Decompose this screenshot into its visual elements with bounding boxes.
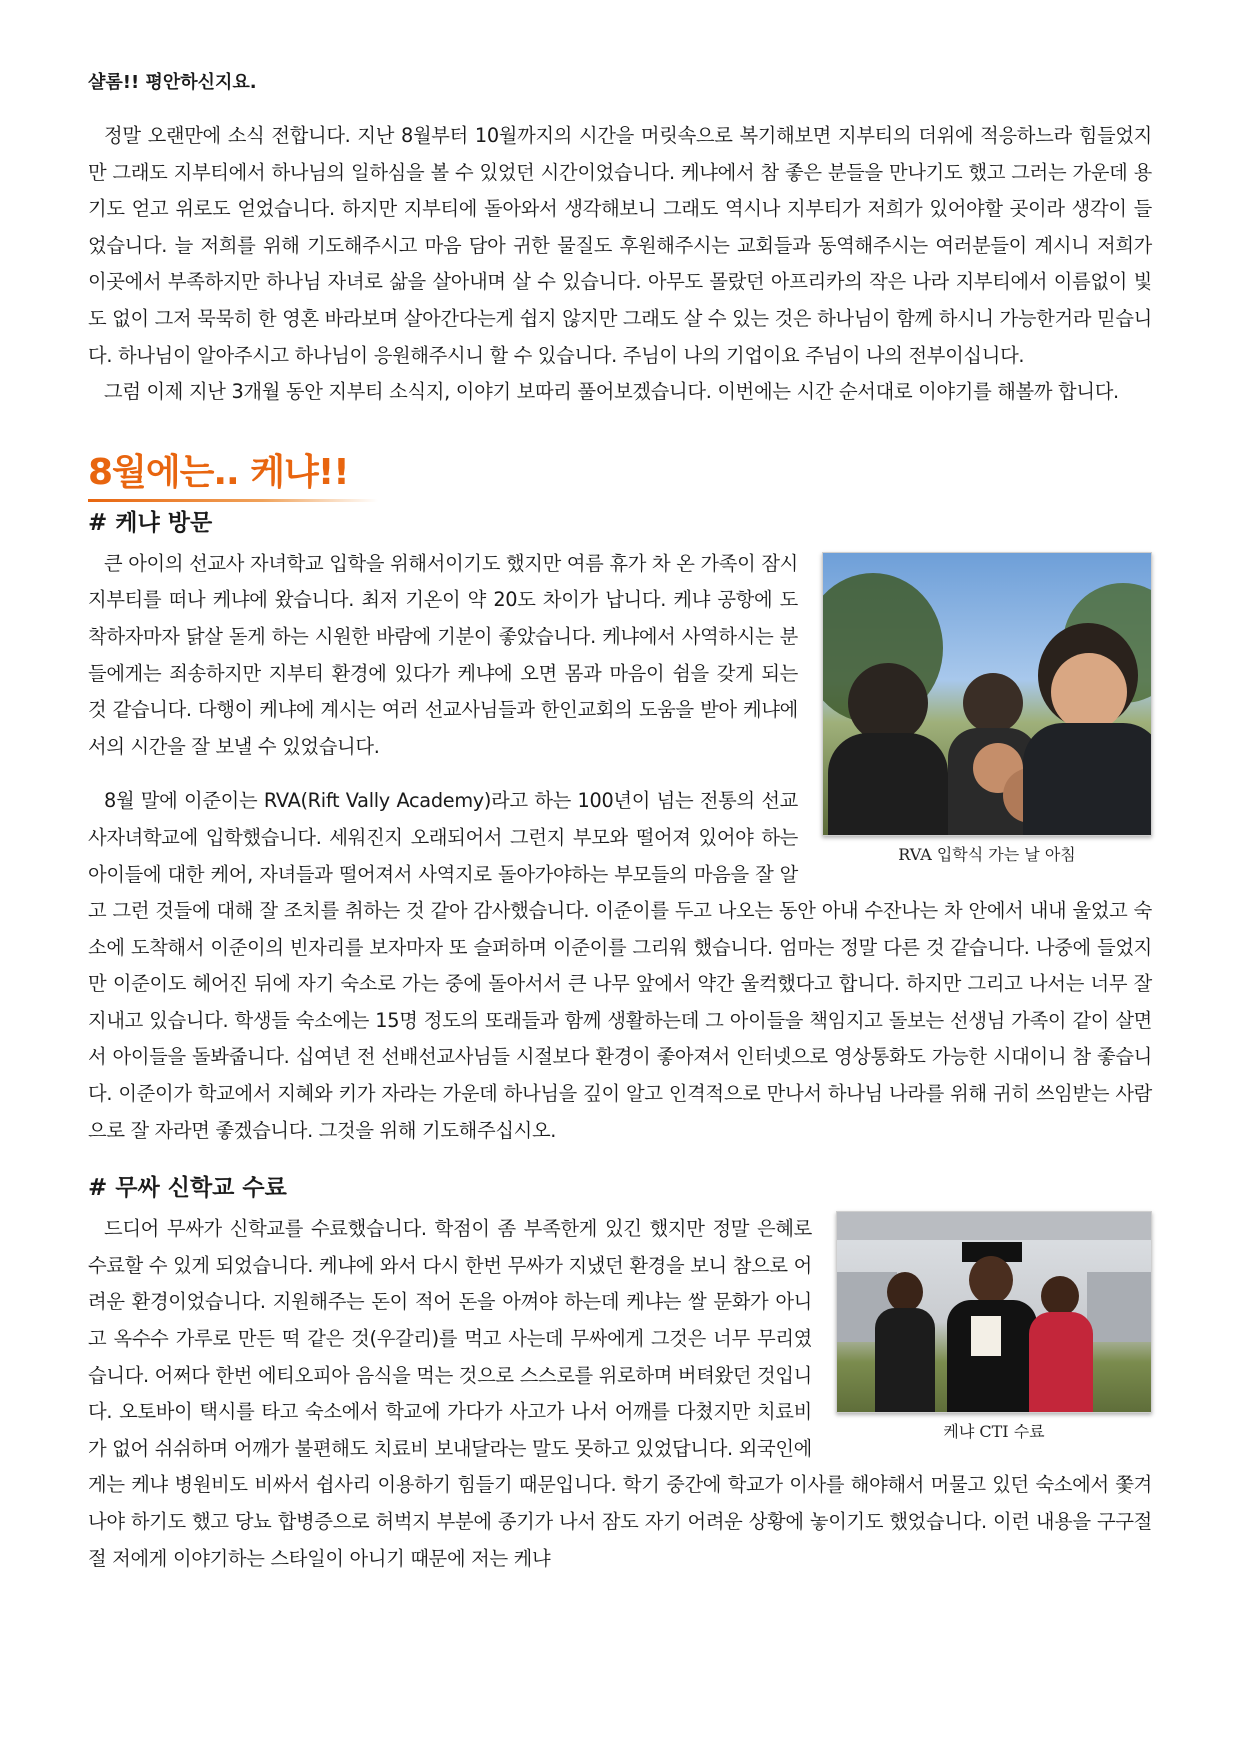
heading-underline xyxy=(88,499,378,502)
kenya-visit-paragraph: 8월 말에 이준이는 RVA(Rift Vally Academy)라고 하는 100년이 넘는 전통의 선교사자녀학교에 입학했습니다. 세워진지 오래되어서 그런지 부모와 떨어져 있어야 하는 아이들에 대한 케어, 자녀들과 떨어져서 사역지로 돌아가야하는 부모들의 마음을 잘 알고 그런 것들에 대해 잘 조치를 취하는 것 같아 감사했습니다. 이준이를 두고 나오는 동안 아내 수잔나는 차 안에서 내내 울었고 숙소에 도착해서 이준이의 빈자리를 보자마자 또 슬퍼하며 이준이를 그리워 했습니다. 엄마는 정말 다른 것 같습니다. 나중에 들었지만 이준이도 헤어진 뒤에 자기 숙소로 가는 중에 돌아서서 큰 나무 앞에서 약간 울컥했다고 합니다. 하지만 그리고 나서는 너무 잘 지내고 있습니다. 학생들 숙소에는 15명 정도의 또래들과 함께 생활하는데 그 아이들을 책임지고 돌보는 선생님 가족이 같이 살면서 아이들을 돌봐줍니다. 십여년 전 선배선교사님들 시절보다 환경이 좋아져서 인터넷으로 영상통화도 가능한 시대이니 참 좋습니다. 이준이가 학교에서 지혜와 키가 자라는 가운데 하나님을 깊이 알고 인격적으로 만나서 하나님 나라를 위해 귀히 쓰임받는 사람으로 잘 자라면 좋겠습니다. 그것을 위해 기도해주십시오. xyxy=(88,789,1152,1142)
photo-cti-graduation xyxy=(836,1211,1152,1413)
photo-caption: RVA 입학식 가는 날 아침 xyxy=(898,844,1076,864)
subheading-musa-graduation: # 무싸 신학교 수료 xyxy=(88,1175,287,1202)
musa-graduation-paragraph: 드디어 무싸가 신학교를 수료했습니다. 학점이 좀 부족한게 있긴 했지만 정말 은혜로 수료할 수 있게 되었습니다. 케냐에 와서 다시 한번 무싸가 지냈던 환경을 보니 참으로 어려운 환경이었습니다. 지원해주는 돈이 적어 돈을 아껴야 하는데 케냐는 쌀 문화가 아니고 옥수수 가루로 만든 떡 같은 것(우갈리)를 먹고 사는데 무싸에게 그것은 너무 무리였습니다. 어쩌다 한번 에티오피아 음식을 먹는 것으로 스스로를 위로하며 버텨왔던 것입니다. 오토바이 택시를 타고 숙소에서 학교에 가다가 사고가 나서 어깨를 다쳤지만 치료비가 없어 쉬쉬하며 어깨가 불편해도 치료비 보내달라는 말도 못하고 있었답니다. 외국인에게는 케냐 병원비도 비싸서 쉽사리 이용하기 힘들기 때문입니다. 학기 중간에 학교가 이사를 해야해서 머물고 있던 숙소에서 쫓겨나야 하기도 했고 당뇨 합병증으로 허벅지 부분에 종기가 나서 잠도 자기 어려운 상황에 놓이기도 했었습니다. 이런 내용을 구구절절 저에게 이야기하는 스타일이 아니기 때문에 저는 케냐 xyxy=(88,1217,1152,1570)
intro-paragraph: 그럼 이제 지난 3개월 동안 지부티 소식지, 이야기 보따리 풀어보겠습니다. 이번에는 시간 순서대로 이야기를 해볼까 합니다. xyxy=(104,380,1119,404)
photo-caption: 케냐 CTI 수료 xyxy=(943,1422,1045,1442)
intro-paragraph: 정말 오랜만에 소식 전합니다. 지난 8월부터 10월까지의 시간을 머릿속으로 복기해보면 지부티의 더위에 적응하느라 힘들었지만 그래도 지부티에서 하나님의 일하심을 볼 수 있었던 시간이었습니다. 케냐에서 참 좋은 분들을 만나기도 했고 그러는 가운데 용기도 얻고 위로도 얻었습니다. 하지만 지부티에 돌아와서 생각해보니 그래도 역시나 지부티가 저희가 있어야할 곳이라 생각이 들었습니다. 늘 저희를 위해 기도해주시고 마음 담아 귀한 물질도 후원해주시는 교회들과 동역해주시는 여러분들이 계시니 저희가 이곳에서 부족하지만 하나님 자녀로 삶을 살아내며 살 수 있습니다. 아무도 몰랐던 아프리카의 작은 나라 지부티에서 이름없이 빛도 없이 그저 묵묵히 한 영혼 바라보며 살아간다는게 쉽지 않지만 그래도 살 수 있는 것은 하나님이 함께 하시니 가능한거라 믿습니다. 하나님이 알아주시고 하나님이 응원해주시니 할 수 있습니다. 주님이 나의 기업이요 주님이 나의 전부이십니다. xyxy=(88,124,1152,367)
photo-family-rva-morning xyxy=(822,552,1152,836)
newsletter-page xyxy=(88,68,1152,1577)
greeting: 샬롬!! 평안하신지요. xyxy=(88,72,257,93)
kenya-visit-paragraph: 큰 아이의 선교사 자녀학교 입학을 위해서이기도 했지만 여름 휴가 차 온 가족이 잠시 지부티를 떠나 케냐에 왔습니다. 최저 기온이 약 20도 차이가 납니다. 케냐 공항에 도착하자마자 닭살 돋게 하는 시원한 바람에 기분이 좋았습니다. 케냐에서 사역하시는 분들에게는 죄송하지만 지부티 환경에 있다가 케냐에 오면 몸과 마음이 쉼을 갖게 되는 것 같습니다. 다행이 케냐에 계시는 여러 선교사님들과 한인교회의 도움을 받아 케냐에서의 시간을 잘 보낼 수 있었습니다. xyxy=(88,551,798,758)
photo-figure-cti xyxy=(836,1211,1152,1443)
subheading-kenya-visit: # 케냐 방문 xyxy=(88,509,213,536)
section-heading-august: 8월에는.. 케냐!! xyxy=(88,451,349,493)
photo-figure-rva xyxy=(822,552,1152,866)
